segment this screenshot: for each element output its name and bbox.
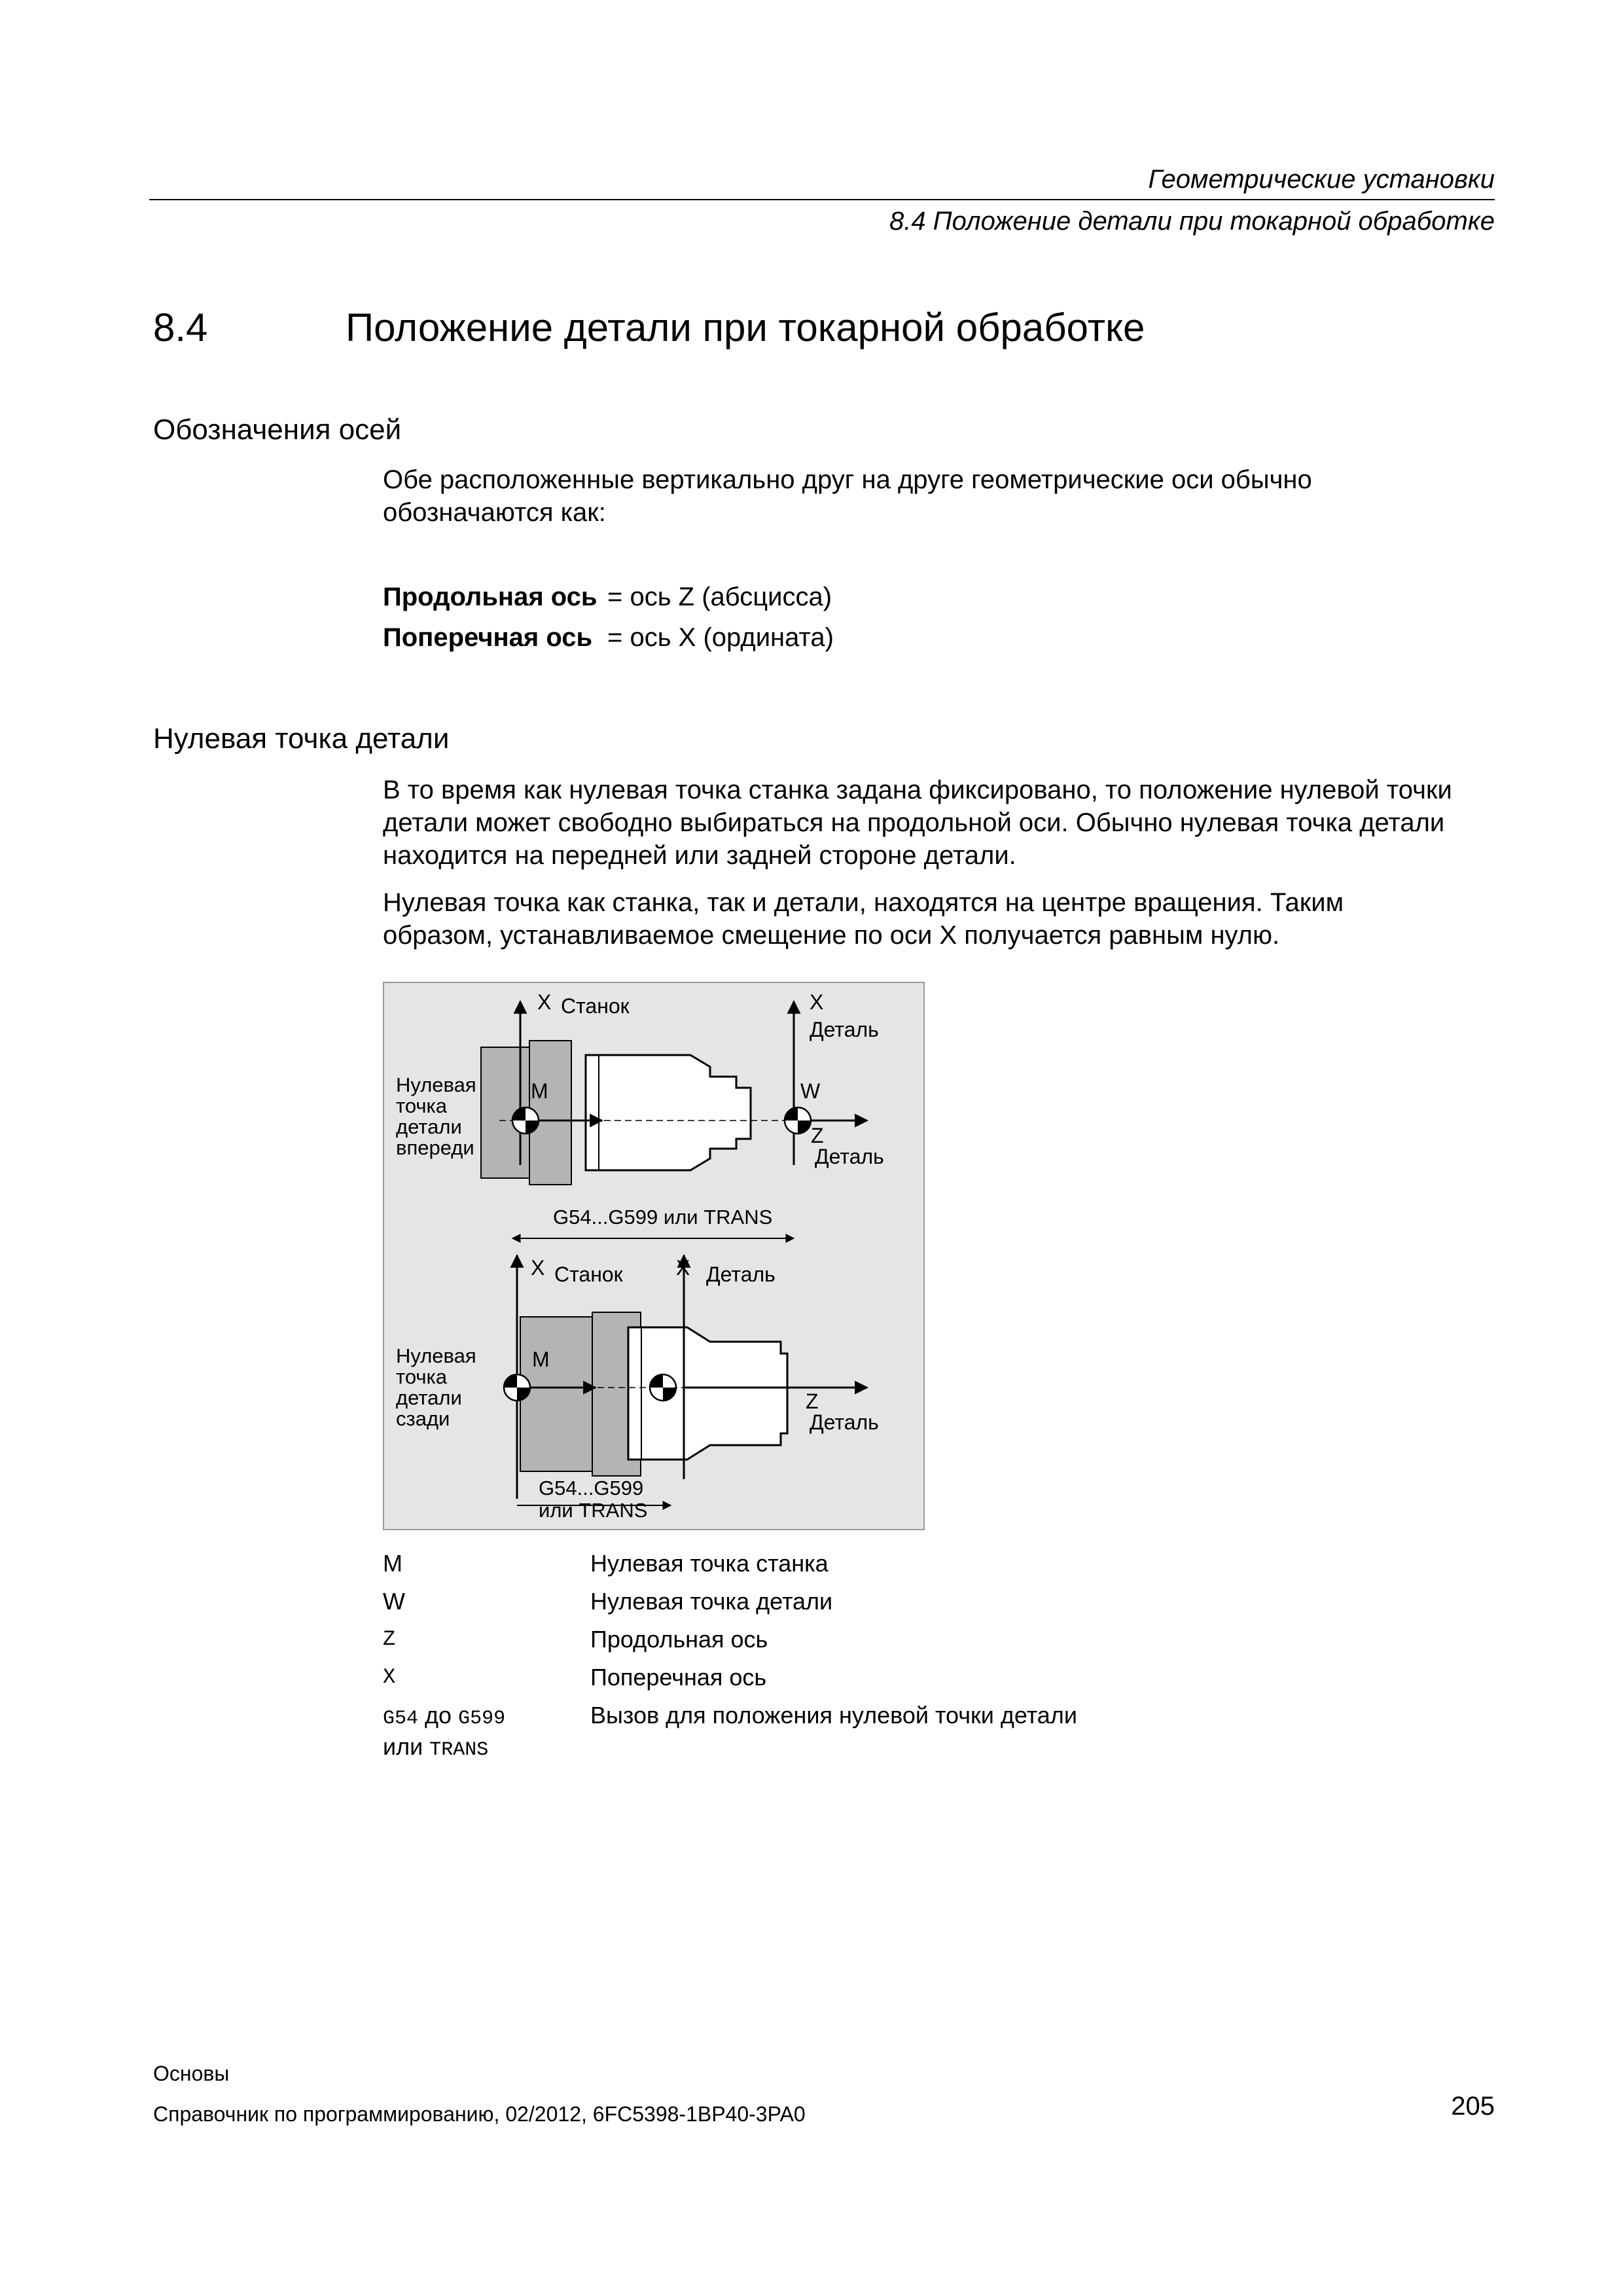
side-label-line: детали <box>396 1386 462 1409</box>
zero-subtitle: Нулевая точка детали <box>153 723 450 755</box>
axis-term-longitudinal: Продольная ось <box>383 583 597 611</box>
part-label: Деталь <box>810 1018 879 1041</box>
legend-description: Продольная ось <box>590 1626 768 1653</box>
zero-paragraph-1: В то время как нулевая точка станка задана фиксировано, то положение нулевой точки детали может свободно выбираться на продольной оси. Обычно нулевая точка детали находится на передней или задней стороне детали. <box>383 776 1452 870</box>
offset-label: или TRANS <box>539 1499 648 1522</box>
section-title: Положение детали при токарной обработке <box>346 306 1145 350</box>
part-label: Деталь <box>706 1263 776 1286</box>
x-part-label: X <box>676 1256 690 1280</box>
offset-label: G54...G599 <box>539 1477 644 1499</box>
section-number: 8.4 <box>153 306 208 350</box>
w-label: W <box>800 1079 821 1103</box>
legend-description: Нулевая точка детали <box>590 1588 833 1615</box>
x-machine-label: X <box>531 1256 545 1280</box>
header-chapter: Геометрические установки <box>1148 165 1495 194</box>
legend-symbol-offset: G54 до G599 <box>383 1702 506 1730</box>
side-label-line: детали <box>396 1115 462 1138</box>
workpiece-zero-symbol <box>650 1374 676 1401</box>
z-label: Z <box>806 1390 819 1413</box>
legend-symbol: Z <box>383 1627 396 1651</box>
x-part-label: X <box>810 990 824 1014</box>
z-label: Z <box>811 1124 824 1147</box>
machine-label: Станок <box>561 994 630 1018</box>
legend-symbol: X <box>383 1665 396 1689</box>
legend-symbol-offset-cont: или TRANS <box>383 1733 489 1761</box>
zero-paragraph-2: Нулевая точка как станка, так и детали, находятся на центре вращения. Таким образом, устанавливаемое смещение по оси X получается равным нулю. <box>383 888 1344 950</box>
part-label-2: Деталь <box>815 1145 884 1168</box>
machine-zero-symbol <box>504 1374 530 1401</box>
side-label-line: точка <box>396 1365 448 1388</box>
machine-label: Станок <box>554 1263 623 1286</box>
header-section: 8.4 Положение детали при токарной обработке <box>889 207 1495 236</box>
legend-description: Нулевая точка станка <box>590 1550 829 1577</box>
side-label-line: точка <box>396 1094 448 1117</box>
footer-book-title: Основы <box>153 2062 230 2085</box>
axis-def-transverse: = ось X (ордината) <box>607 623 834 652</box>
workpiece-zero-symbol <box>785 1107 811 1134</box>
workpiece-zero-figure <box>383 982 926 1532</box>
axes-subtitle: Обозначения осей <box>153 414 402 446</box>
legend-symbol: M <box>383 1550 402 1577</box>
page-number: 205 <box>1451 2092 1495 2121</box>
m-label: M <box>531 1079 548 1103</box>
axes-intro: Обе расположенные вертикально друг на друге геометрические оси обычно обозначаются как: <box>383 465 1312 527</box>
machine-zero-symbol <box>512 1107 539 1134</box>
legend-symbol: W <box>383 1588 405 1615</box>
header-rule <box>149 199 1495 200</box>
side-label-line: сзади <box>396 1407 450 1430</box>
side-label-line: Нулевая <box>396 1344 476 1367</box>
legend-description: Вызов для положения нулевой точки детали <box>590 1702 1077 1729</box>
x-machine-label: X <box>537 990 552 1014</box>
axis-term-transverse: Поперечная ось <box>383 623 593 652</box>
axis-def-longitudinal: = ось Z (абсцисса) <box>607 583 832 611</box>
part-label-2: Деталь <box>810 1410 879 1434</box>
side-label-line: Нулевая <box>396 1073 476 1096</box>
side-label-line: впереди <box>396 1136 474 1159</box>
m-label: M <box>532 1348 550 1371</box>
footer-manual: Справочник по программированию, 02/2012, 6FC5398-1BP40-3PA0 <box>153 2102 806 2126</box>
chuck-jaw-rear <box>520 1317 592 1471</box>
offset-label: G54...G599 или TRANS <box>553 1206 773 1229</box>
legend-description: Поперечная ось <box>590 1664 767 1691</box>
